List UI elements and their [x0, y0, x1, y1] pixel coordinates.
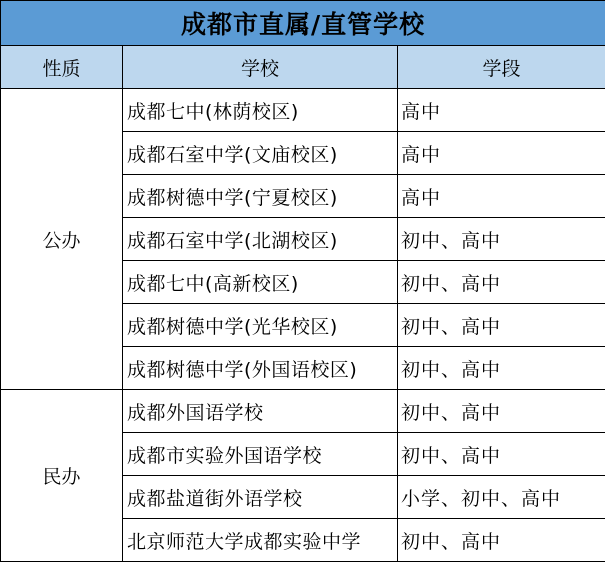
stage-cell: 初中、高中 [398, 347, 605, 390]
school-cell: 成都盐道街外语学校 [123, 476, 398, 519]
table-row [1, 89, 605, 132]
stage-cell: 初中、高中 [398, 433, 605, 476]
school-cell: 成都石室中学(文庙校区) [123, 132, 398, 175]
stage-cell: 初中、高中 [398, 390, 605, 433]
header-row [1, 46, 605, 89]
school-cell: 北京师范大学成都实验中学 [123, 519, 398, 562]
title-row [1, 1, 605, 46]
header-stage: 学段 [398, 46, 605, 89]
stage-cell: 小学、初中、高中 [398, 476, 605, 519]
stage-cell: 高中 [398, 89, 605, 132]
stage-cell: 初中、高中 [398, 261, 605, 304]
stage-cell: 初中、高中 [398, 218, 605, 261]
header-type: 性质 [1, 46, 123, 89]
type-cell-private: 民办 [1, 390, 123, 562]
school-cell: 成都市实验外国语学校 [123, 433, 398, 476]
school-cell: 成都树德中学(光华校区) [123, 304, 398, 347]
table-row [1, 390, 605, 433]
school-cell: 成都七中(高新校区) [123, 261, 398, 304]
type-cell-public: 公办 [1, 89, 123, 390]
stage-cell: 高中 [398, 132, 605, 175]
stage-cell: 初中、高中 [398, 304, 605, 347]
header-school: 学校 [123, 46, 398, 89]
school-cell: 成都七中(林荫校区) [123, 89, 398, 132]
stage-cell: 高中 [398, 175, 605, 218]
school-cell: 成都树德中学(外国语校区) [123, 347, 398, 390]
school-cell: 成都树德中学(宁夏校区) [123, 175, 398, 218]
table-title: 成都市直属/直管学校 [1, 1, 605, 46]
stage-cell: 初中、高中 [398, 519, 605, 562]
school-cell: 成都外国语学校 [123, 390, 398, 433]
school-cell: 成都石室中学(北湖校区) [123, 218, 398, 261]
